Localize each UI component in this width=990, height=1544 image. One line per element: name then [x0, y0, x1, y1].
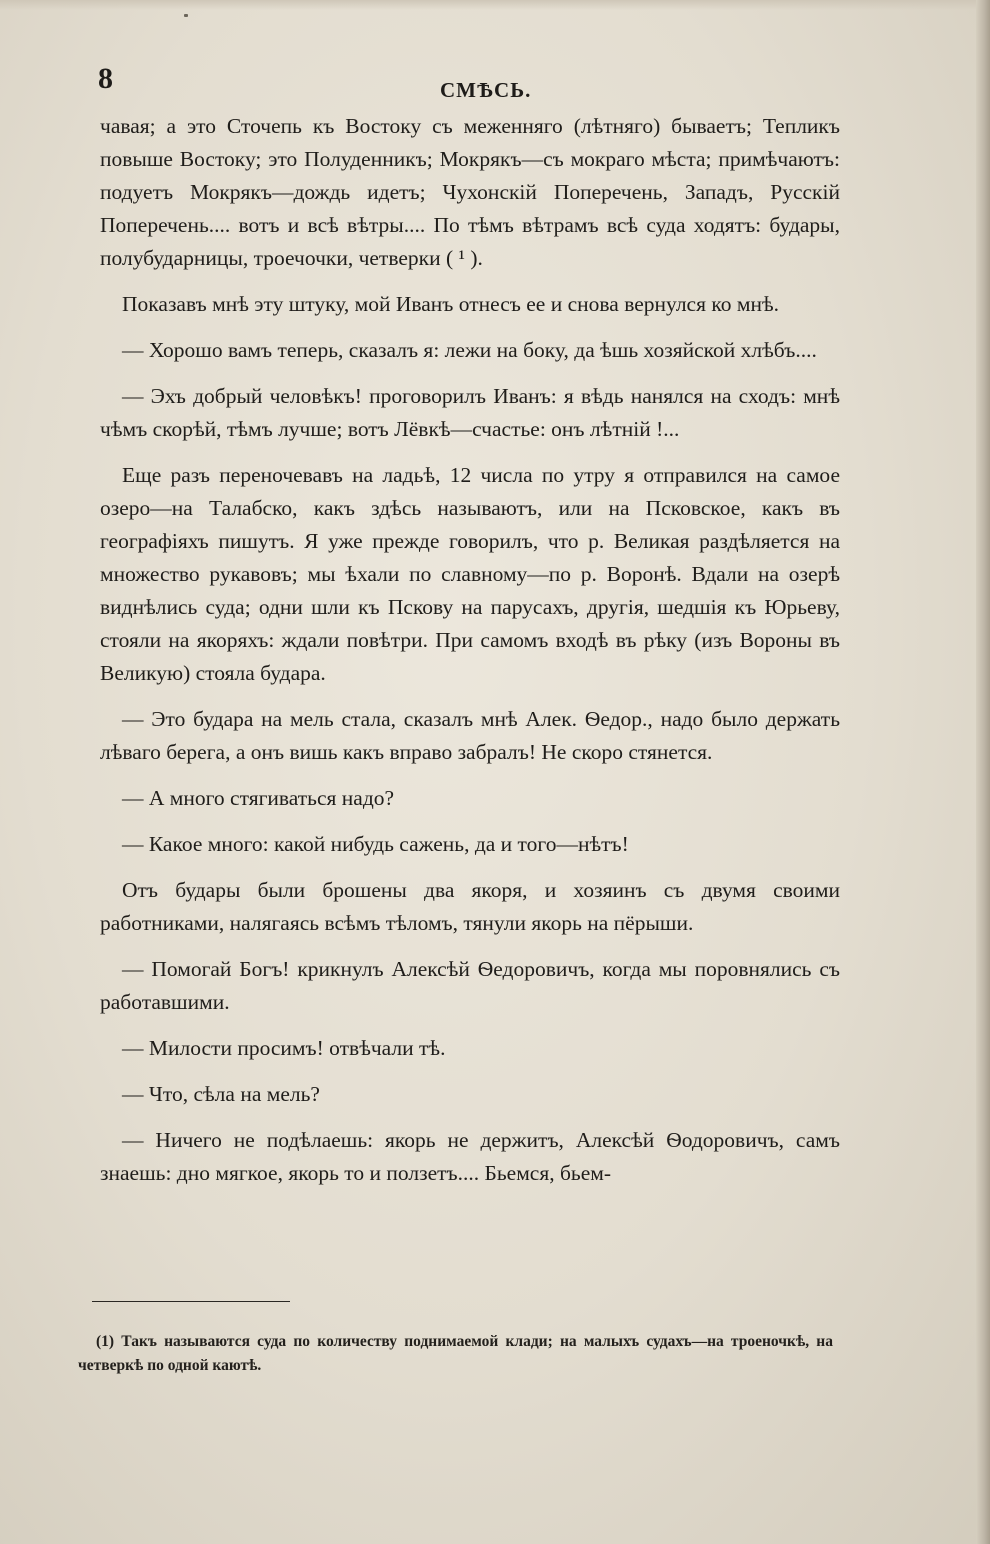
paragraph: — Эхъ добрый человѣкъ! проговорилъ Иванъ: я вѣдь нанялся на сходъ: мнѣ чѣмъ скорѣй, тѣмъ лучше; вотъ Лёвкѣ—счастье: онъ лѣтній !... — [100, 384, 840, 441]
paragraph: чавая; а это Сточепь къ Востоку съ меженняго (лѣтняго) бываетъ; Тепликъ повыше Востоку; это Полуденникъ; Мокрякъ—съ мокраго мѣста; примѣчаютъ: подуетъ Мокрякъ—дождь идетъ; Чухонскій Поперечень, Западъ, Русскій Поперечень.... вотъ и всѣ вѣтры.... По тѣмъ вѣтрамъ всѣ суда ходятъ: будары, полубударницы, троечочки, четверки ( ¹ ). — [100, 114, 840, 270]
page-header — [0, 62, 990, 102]
paragraph: — Милости просимъ! отвѣчали тѣ. — [122, 1036, 446, 1060]
footnote: (1) Такъ называются суда по количеству поднимаемой клади; на малыхъ судахъ—на троеночкѣ, на четверкѣ по одной каютѣ. — [78, 1333, 833, 1374]
paragraph: — Это бударa на мель стала, сказалъ мнѣ Алек. Ѳедор., надо было держать лѣваго берега, а онъ вишь какъ вправо забралъ! Не скоро стянется. — [100, 707, 840, 764]
paragraph: — Какое много: какой нибудь сажень, да и того—нѣтъ! — [122, 832, 629, 856]
print-speck — [184, 14, 188, 17]
body-text — [100, 110, 840, 1203]
page-shadow-top — [0, 0, 990, 10]
footnote-rule — [92, 1301, 290, 1302]
paragraph: — Ничего не подѣлаешь: якорь не держитъ, Алексѣй Ѳодоровичъ, самъ знаешь: дно мягкое, якорь то и ползетъ.... Бьемся, бьем- — [100, 1128, 840, 1185]
paragraph: — Помогай Богъ! крикнулъ Алексѣй Ѳедоровичъ, когда мы поровнялись съ работавшими. — [100, 957, 840, 1014]
paragraph: Отъ будары были брошены два якоря, и хозяинъ съ двумя своими работниками, налягаясь всѣмъ тѣломъ, тянули якорь на пёрыши. — [100, 878, 840, 935]
running-title: СМѢСЬ. — [440, 78, 532, 102]
paragraph: — А много стягиваться надо? — [122, 786, 395, 810]
paragraph: — Что, сѣла на мель? — [122, 1082, 320, 1106]
paragraph: Еще разъ переночевавъ на ладьѣ, 12 числа по утру я отправился на самое озеро—на Талабско, какъ здѣсь называютъ, или на Псковское, какъ въ географіяхъ пишутъ. Я уже прежде говорилъ, что р. Великая раздѣляется на множество рукавовъ; мы ѣхали по славному—по р. Воронѣ. Вдали на озерѣ виднѣлись суда; одни шли къ Пскову на парусахъ, другія, шедшія къ Юрьеву, стояли на якоряхъ: ждали повѣтри. При самомъ входѣ въ рѣку (изъ Вороны въ Великую) стояла бударa. — [100, 463, 840, 685]
page-number: 8 — [98, 62, 113, 95]
paragraph: Показавъ мнѣ эту штуку, мой Иванъ отнесъ ее и снова вернулся ко мнѣ. — [122, 292, 779, 316]
page-edge-right — [976, 0, 990, 1544]
paragraph: — Хорошо вамъ теперь, сказалъ я: лежи на боку, да ѣшь хозяйской хлѣбъ.... — [122, 338, 817, 362]
